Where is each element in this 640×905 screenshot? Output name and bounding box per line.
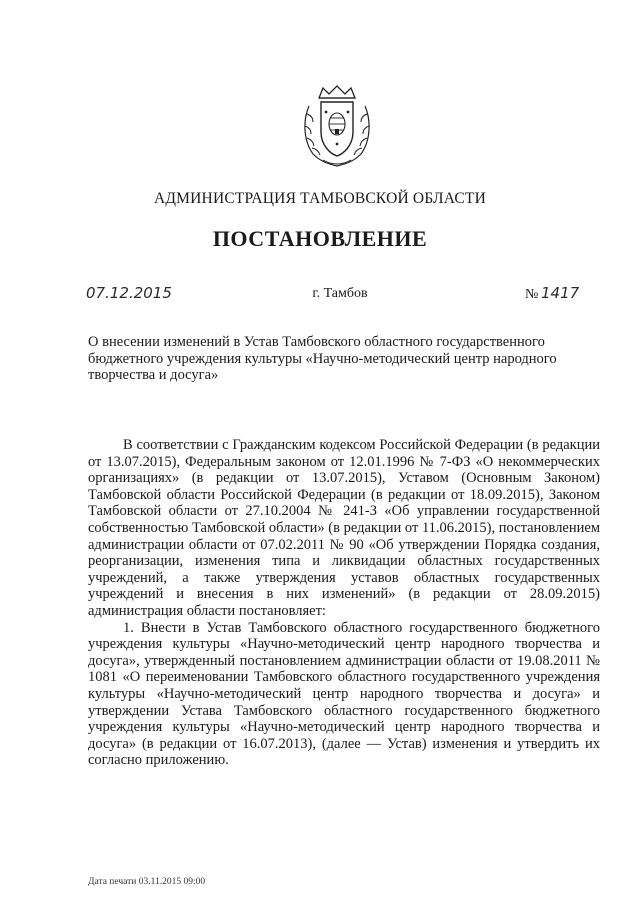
document-number: 1417 bbox=[541, 284, 580, 302]
body-paragraph: В соответствии с Гражданским кодексом Российской Федерации (в редакции от 13.07.2015), Федеральным законом от 12.01.1996 № 7-ФЗ «О некоммерческих организациях» (в редакции от 13.07.2015), Уставом (Основным Законом) Тамбовской области Российской Федерации (в редакции от 18.09.2015), Законом Тамбовской области от 27.10.2004 № 241-З «Об управлении государственной собственностью Тамбовской области» (в редакции от 11.06.2015), постановлением администрации области от 07.02.2011 № 90 «Об утверждении Порядка создания, реорганизации, изменения типа и ликвидации областных государственных учреждений, а также утверждения уставов областных государственных учреждений и внесения в них изменений» (в редакции от 28.09.2015) администрация области постановляет: bbox=[88, 437, 600, 619]
coat-of-arms-icon bbox=[299, 84, 375, 168]
document-type: ПОСТАНОВЛЕНИЕ bbox=[212, 226, 428, 251]
print-date: Дата печати 03.11.2015 09:00 bbox=[88, 877, 206, 887]
document-number-label: № bbox=[525, 287, 539, 302]
document-body bbox=[88, 437, 600, 769]
body-paragraph: 1. Внести в Устав Тамбовского областного государственного бюджетного учреждения культуры «Научно-методический центр народного творчества и досуга», утвержденный постановлением администрации области от 19.08.2011 № 1081 «О переименовании Тамбовского областного государственного учреждения культуры «Научно-методический центр народного творчества и досуга» и утверждении Устава Тамбовского областного государственного бюджетного учреждения культуры «Научно-методический центр народного творчества и досуга» (в редакции от 16.07.2013), (далее — Устав) изменения и утвердить их согласно приложению. bbox=[88, 619, 600, 769]
organization-name: АДМИНИСТРАЦИЯ ТАМБОВСКОЙ ОБЛАСТИ bbox=[154, 190, 486, 207]
document-city: г. Тамбов bbox=[312, 286, 368, 301]
document-date: 07.12.2015 bbox=[86, 284, 172, 302]
document-subject: О внесении изменений в Устав Тамбовского областного государственного бюджетного учреждения культуры «Научно-методический центр народного творчества и досуга» bbox=[88, 334, 557, 383]
